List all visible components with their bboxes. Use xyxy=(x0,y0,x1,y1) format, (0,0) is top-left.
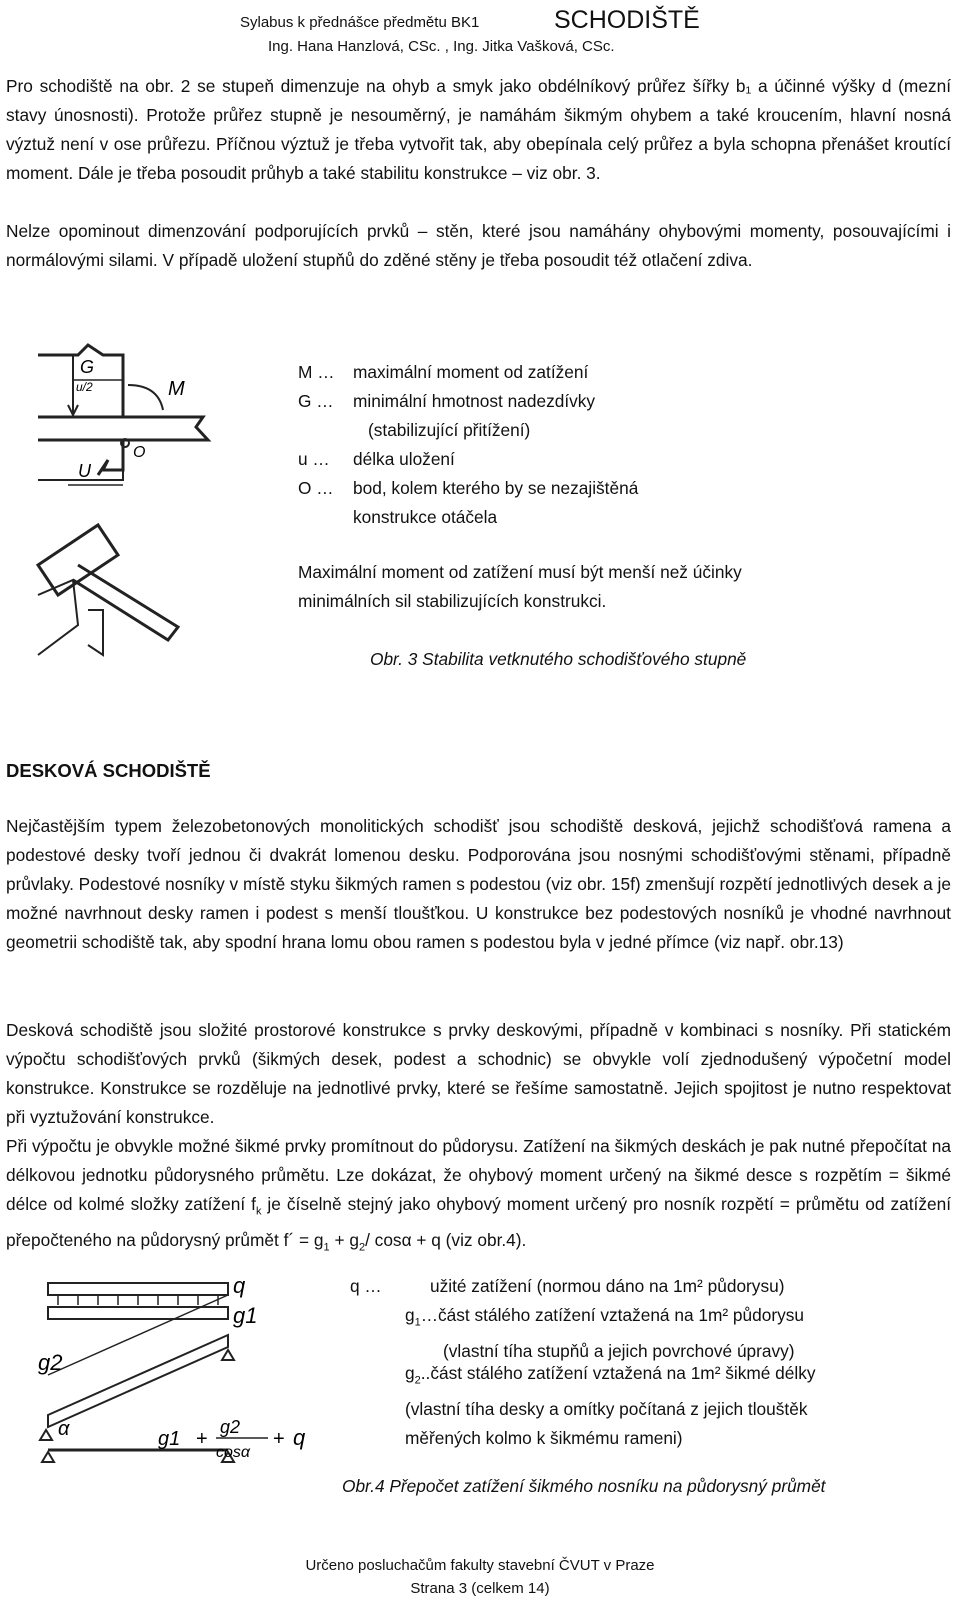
formula-cos: cosα xyxy=(216,1444,251,1461)
formula-g1: g1 xyxy=(158,1428,181,1450)
formula-plus-2: + xyxy=(273,1428,285,1450)
legend-sym: u … xyxy=(298,449,330,469)
formula-plus-1: + xyxy=(196,1428,208,1450)
label-G: G xyxy=(80,357,95,377)
chapter-title: SCHODIŠTĚ xyxy=(554,6,700,34)
legend-text: maximální moment od zatížení xyxy=(353,362,589,382)
label-g1: g1 xyxy=(233,1303,258,1328)
section-heading: DESKOVÁ SCHODIŠTĚ xyxy=(6,760,211,781)
paragraph-2: Nelze opominout dimenzování podporujících prvků – stěn, které jsou namáhány ohybovými momenty, posouvajícími i normálovými silami. V případě uložení stupňů do zděné stěny je třeba posoudit též otlačení zdiva. xyxy=(6,221,951,270)
label-alpha: α xyxy=(58,1418,70,1440)
label-u2: u/2 xyxy=(76,380,93,394)
label-O: O xyxy=(133,444,146,461)
legend-sym: M … xyxy=(298,362,335,382)
footer-page-number: Strana 3 (celkem 14) xyxy=(410,1580,550,1597)
footer-institution: Určeno posluchačům fakulty stavební ČVUT v Praze xyxy=(305,1557,655,1574)
formula-g2: g2 xyxy=(220,1417,241,1437)
note-line-2: minimálních sil stabilizujících konstrukci. xyxy=(298,591,607,611)
figure-3-note xyxy=(298,558,742,616)
legend-text: délka uložení xyxy=(353,449,455,469)
legend-text: konstrukce otáčela xyxy=(353,507,498,527)
figure-3-legend xyxy=(298,358,638,532)
label-U: U xyxy=(78,461,91,481)
label-g2: g2 xyxy=(38,1350,63,1375)
legend-sym: O … xyxy=(298,478,334,498)
figure-4-legend-g1: $g_1\dots část$ stálého zatížení vztažená na 1m² půdorysu (vlastní tíha stupňů a jejich povrchové úpravy) xyxy=(405,1305,805,1362)
figure-4-legend-q: q … užité zatížení (normou dáno na 1m² půdorysu) xyxy=(350,1276,785,1296)
label-M: M xyxy=(168,378,185,400)
section-paragraph-1: Nejčastějším typem železobetonových monolitických schodišť jsou schodiště desková, jejichž schodišťová ramena a podestové desky tvoří jednou či dvakrát lomenou desku. Podporována jsou nosnými schodišťovými stěnami, případně průvlaky. Podestové nosníky v místě styku šikmých ramen s podestou (viz obr. 15f) zmenšují rozpětí jednotlivých desek a je možné navrhnout desky ramen i podest s menší tloušťkou. U konstrukce bez podestových nosníků je vhodné navrhnout geometrii schodiště tak, aby spodní hrana lomu obou ramen s podestou byla v jedné přímce (viz např. obr.13) xyxy=(6,816,951,952)
figure-4-legend-g2: $g_2..část$ stálého zatížení vztažená na 1m² šikmé délky (vlastní tíha desky a omítky počítaná z jejich tlouštěk měřených kolmo k šikmému rameni) xyxy=(405,1363,816,1449)
figure-4-drawing xyxy=(28,1265,348,1480)
note-line-1: Maximální moment od zatížení musí být menší než účinky xyxy=(298,562,742,582)
label-q: q xyxy=(233,1273,246,1298)
formula-q: q xyxy=(293,1425,306,1450)
legend-sym: G … xyxy=(298,391,334,411)
section-paragraph-2: Desková schodiště jsou složité prostorové konstrukce s prvky deskovými, případně v kombinaci s nosníky. Při statickém výpočtu schodišťových prvků (šikmých desek, podest a schodnic) se obvykle volí zjednodušený výpočetní model konstrukce. Konstrukce se rozděluje na jednotlivé prvky, které se řešíme samostatně. Jejich spojitost je nutno respektovat při vyztužování konstrukce. xyxy=(6,1020,951,1127)
figure-3-drawing xyxy=(28,335,298,675)
legend-text: bod, kolem kterého by se nezajištěná xyxy=(353,478,639,498)
authors: Ing. Hana Hanzlová, CSc. , Ing. Jitka Vašková, CSc. xyxy=(268,38,615,55)
section-paragraph-3: Při výpočtu je obvykle možné šikmé prvky promítnout do půdorysu. Zatížení na šikmých deskách je pak nutné přepočítat na délkovou jednotku půdorysného průmětu. Lze dokázat, že ohybový moment určený na šikmé desce s rozpětím = šikmé délce od kolmé složky zatížení $f_k$ je číselně stejný jako ohybový moment určený pro nosník rozpětí = průmětu od zatížení přepočteného na půdorysný průmět f´ = $g_1 + g_2/$ cosα + q (viz obr.4). xyxy=(6,1136,951,1254)
figure-3-caption: Obr. 3 Stabilita vetknutého schodišťového stupně xyxy=(370,649,747,669)
paragraph-1: Pro schodiště na obr. 2 se stupeň dimenzuje na ohyb a smyk jako obdélníkový průřez šířky b₁ a účinné výšky d (mezní stavy únosnosti). Protože průřez stupně je nesouměrný, je namáhám šikmým ohybem a také kroucením, hlavní nosná výztuž není v ose průřezu. Příčnou výztuž je třeba vytvořit tak, aby obepínala celý průřez a byla schopna přenášet kroutící moment. Dále je třeba posoudit průhyb a také stabilitu konstrukce – viz obr. 3. xyxy=(6,76,951,183)
figure-4-caption: Obr.4 Přepočet zatížení šikmého nosníku na půdorysný průmět xyxy=(342,1476,826,1496)
legend-text: minimální hmotnost nadezdívky xyxy=(353,391,596,411)
course-title: Sylabus k přednášce předmětu BK1 xyxy=(240,14,480,31)
legend-text: (stabilizující přitížení) xyxy=(368,420,531,440)
